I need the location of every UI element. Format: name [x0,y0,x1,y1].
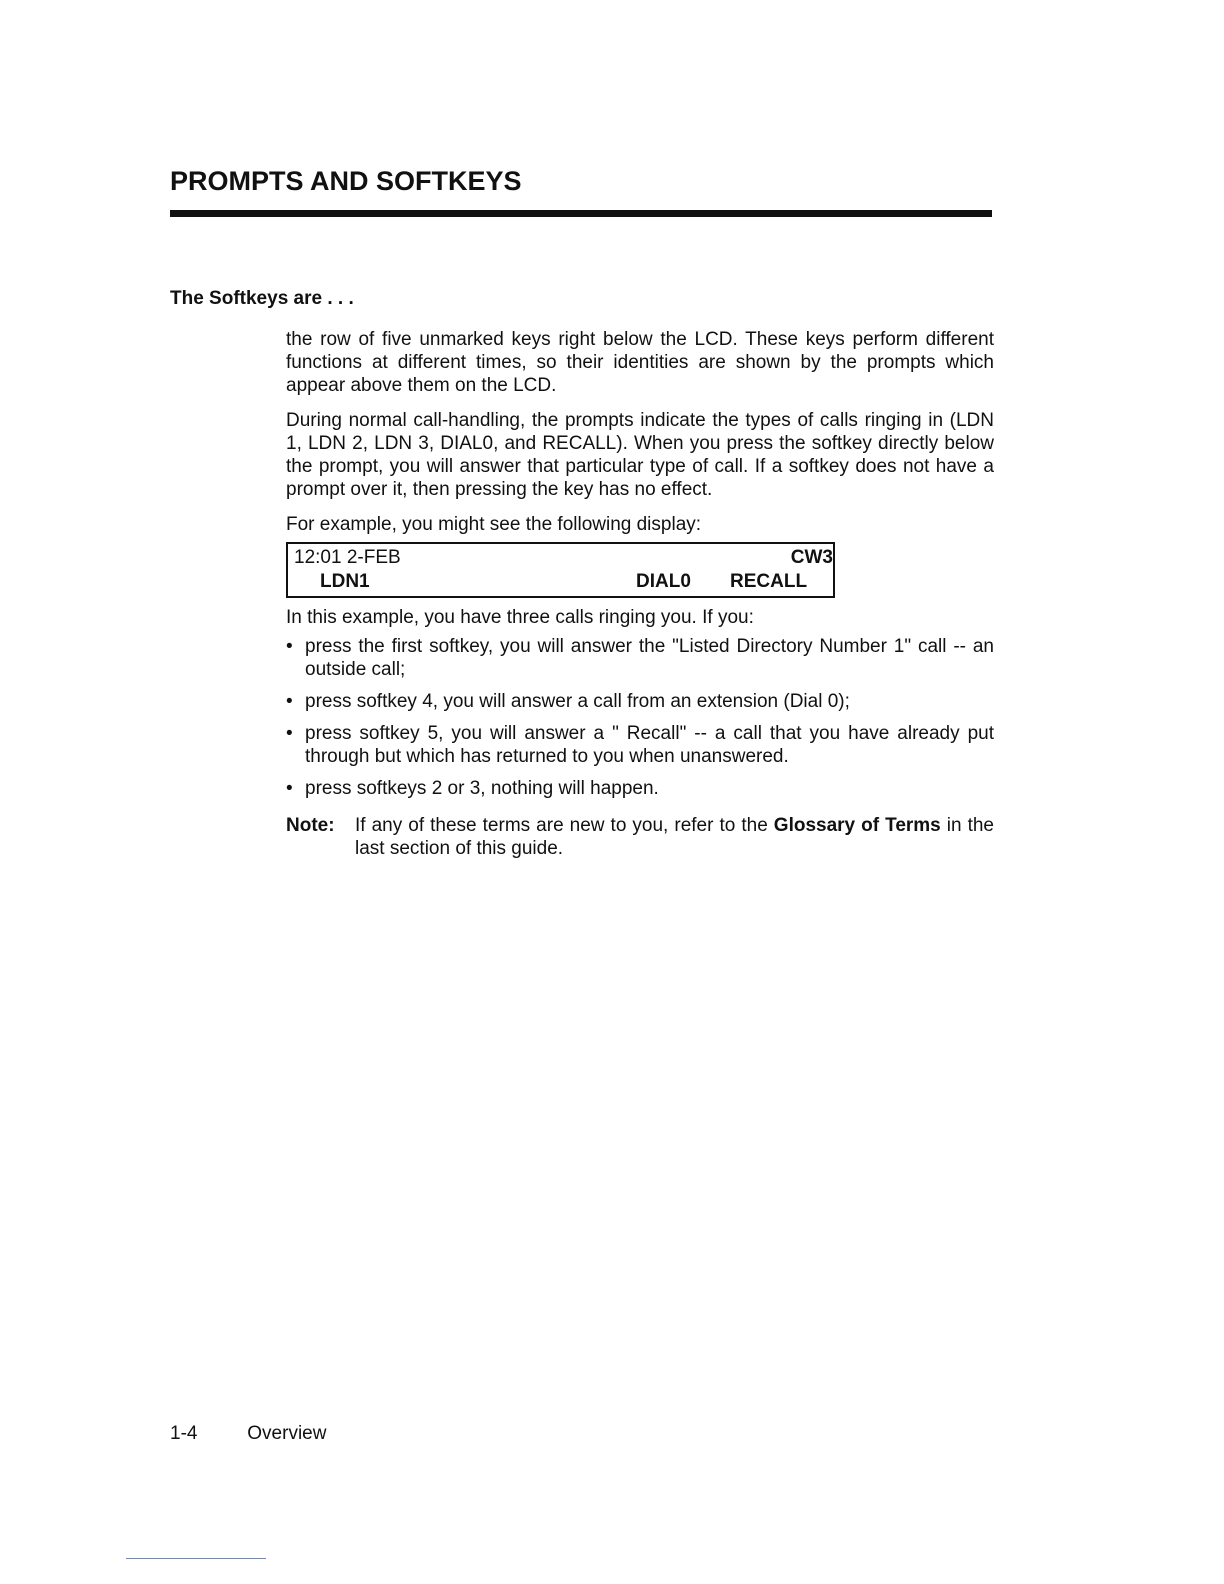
section-heading: The Softkeys are . . . [170,288,354,309]
lcd-display-example [286,542,835,598]
softkey-outcomes-list [286,635,994,800]
note-text-before: If any of these terms are new to you, refer to the [355,815,774,836]
page-number: 1-4 [170,1423,198,1444]
list-item-text: press softkeys 2 or 3, nothing will happen. [305,778,659,799]
bullet-icon: • [286,778,293,799]
lcd-calls-waiting: CW3 [790,547,833,568]
bullet-icon: • [286,691,293,712]
list-item-text: press softkey 4, you will answer a call from an extension (Dial 0); [305,691,850,712]
lcd-time-date: 12:01 2-FEB [294,547,401,568]
footer-section-name: Overview [247,1423,327,1444]
note-text [355,814,994,860]
list-item [286,777,994,800]
page-title: PROMPTS AND SOFTKEYS [170,166,522,196]
list-item-text: press the first softkey, you will answer the "Listed Directory Number 1" call -- an outside call; [305,636,994,680]
title-rule [170,210,992,217]
body-text [286,328,994,860]
note-text-after: in the last section of this guide. [355,815,994,859]
list-item [286,722,994,768]
lcd-prompt-ldn1: LDN1 [320,571,370,592]
bullet-icon: • [286,723,293,744]
lcd-prompt-dial0: DIAL0 [636,571,691,592]
note [286,814,994,860]
note-label: Note: [286,815,335,836]
lcd-prompt-recall: RECALL [730,571,808,592]
glossary-reference: Glossary of Terms [773,815,941,836]
list-item [286,635,994,681]
page-footer [170,1423,326,1445]
scan-artifact-line [126,1558,266,1559]
paragraph-example-intro: For example, you might see the following display: [286,514,702,535]
paragraph-softkeys-definition: the row of five unmarked keys right below the LCD. These keys perform different functions at different times, so their identities are shown by the prompts which appear above them on the LCD. [286,329,994,396]
paragraph-call-handling: During normal call-handling, the prompts indicate the types of calls ringing in (LDN 1, LDN 2, LDN 3, DIAL0, and RECALL). When you press the softkey directly below the prompt, you will answer that particular type of call. If a softkey does not have a prompt over it, then pressing the key has no effect. [286,410,994,500]
list-item-text: press softkey 5, you will answer a " Recall" -- a call that you have already put through but which has returned to you when unanswered. [305,723,994,767]
list-item [286,690,994,713]
paragraph-example-explanation: In this example, you have three calls ringing you. If you: [286,607,754,628]
bullet-icon: • [286,636,293,657]
